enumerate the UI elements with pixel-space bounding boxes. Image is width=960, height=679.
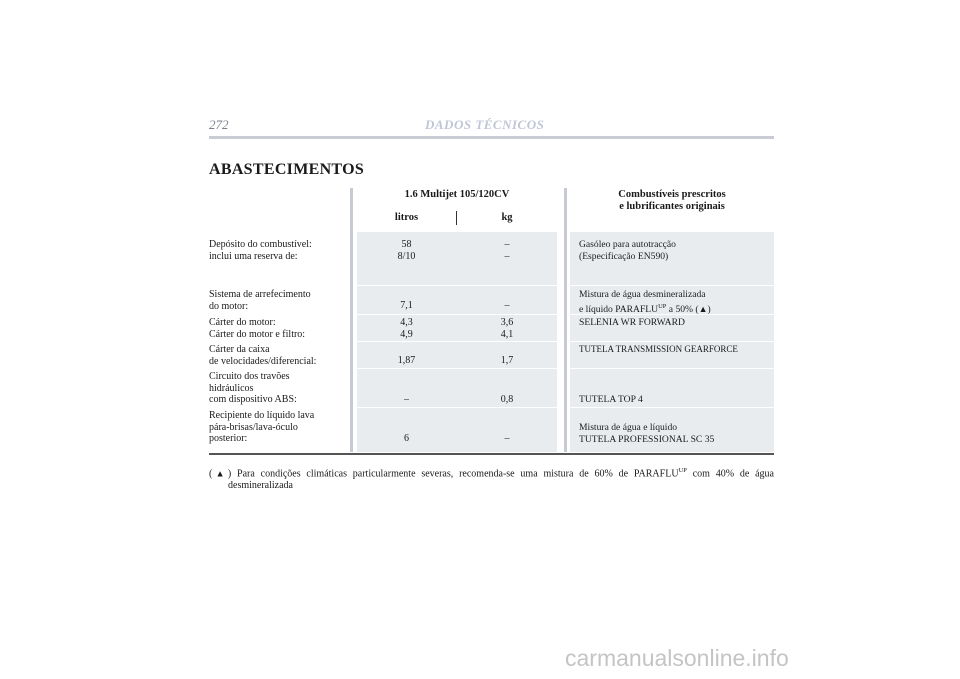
- row-label-line: do motor:: [209, 300, 249, 312]
- footnote-text-part: Para condições climáticas particularmente severas, recomenda-se uma mistura de 60% de PARAFLU: [231, 468, 679, 480]
- fuel-line: Gasóleo para autotracção: [579, 239, 676, 250]
- triangle-icon: ▲: [698, 303, 708, 314]
- superscript: UP: [678, 467, 687, 474]
- value-line: –: [504, 250, 510, 262]
- footnote-paren: ): [227, 468, 232, 480]
- litros-value: 7,1: [400, 300, 413, 311]
- row-separator: [570, 407, 774, 408]
- row-label-line: pára-brisas/lava-óculo: [209, 421, 298, 433]
- watermark: carmanualsonline.info: [565, 645, 789, 671]
- kg-value: –: [504, 433, 510, 444]
- kg-value: 1,7: [500, 355, 514, 366]
- table-row-label: [209, 239, 349, 262]
- row-label-line: Depósito do combustível:: [209, 239, 312, 250]
- fuel-line: TUTELA PROFESSIONAL SC 35: [579, 433, 715, 445]
- unit-litros-header: litros: [394, 212, 419, 223]
- fuel-spec: [579, 289, 774, 315]
- fuel-line: [579, 301, 774, 316]
- section-header: DADOS TÉCNICOS: [425, 117, 545, 132]
- footnote-paren: (: [209, 468, 213, 480]
- row-label-line: hidráulicos: [209, 382, 254, 394]
- fuels-header-line2: e lubrificantes originais: [619, 201, 725, 212]
- kg-value: –: [504, 300, 510, 311]
- fuels-header-line1: Combustíveis prescritos: [618, 189, 726, 200]
- row-separator: [570, 285, 774, 286]
- footnote-text-part: com 40% de água desmineralizada: [228, 468, 774, 492]
- row-separator: [357, 314, 557, 315]
- row-label-line: Cárter do motor:: [209, 317, 276, 328]
- row-label-line: de velocidades/diferencial:: [209, 355, 317, 367]
- table-row-label: [209, 317, 349, 340]
- fuel-spec: TUTELA TOP 4: [579, 394, 643, 405]
- row-label-line: Circuito dos travões: [209, 371, 290, 382]
- fuel-spec: TUTELA TRANSMISSION GEARFORCE: [579, 344, 738, 354]
- litros-value: [357, 239, 456, 262]
- table-row-label: [209, 371, 349, 406]
- value-line: 8/10: [397, 250, 416, 262]
- row-label-line: Recipiente do líquido lava: [209, 410, 315, 421]
- fuel-text: e líquido PARAFLU: [579, 303, 659, 315]
- litros-value: [357, 317, 456, 340]
- row-label-line: posterior:: [209, 433, 248, 444]
- footnote-text: [209, 465, 774, 492]
- value-line: 4,3: [400, 317, 413, 328]
- fuel-line: Mistura de água e líquido: [579, 422, 678, 433]
- row-label-line: com dispositivo ABS:: [209, 394, 297, 405]
- row-separator: [357, 407, 557, 408]
- fuel-text: a 50% (: [666, 303, 699, 315]
- table-bottom-rule: [209, 453, 774, 455]
- table-row-label: [209, 289, 349, 312]
- row-label-line: Cárter da caixa: [209, 344, 270, 355]
- fuels-background: [570, 232, 774, 452]
- litros-value: 6: [404, 433, 409, 444]
- row-label-line: Cárter do motor e filtro:: [209, 328, 306, 340]
- kg-value: 0,8: [500, 394, 514, 405]
- header-rule: [209, 136, 774, 139]
- fuels-header: [570, 189, 774, 213]
- litros-value: –: [404, 394, 409, 405]
- right-column-separator: [564, 188, 567, 452]
- litros-value: 1,87: [397, 355, 416, 366]
- superscript: UP: [658, 302, 667, 310]
- row-separator: [570, 341, 774, 342]
- table-row-label: [209, 344, 349, 367]
- footnote: [209, 465, 774, 492]
- row-label-line: inclui uma reserva de:: [209, 250, 298, 262]
- row-label-line: Sistema de arrefecimento: [209, 289, 311, 300]
- fuel-text: ): [707, 303, 711, 315]
- fuel-spec: [579, 422, 774, 445]
- value-line: –: [504, 239, 510, 250]
- row-separator: [357, 341, 557, 342]
- value-line: 4,9: [400, 328, 413, 340]
- fuel-line: Mistura de água desmineralizada: [579, 289, 706, 300]
- value-line: 58: [401, 239, 412, 250]
- row-separator: [357, 368, 557, 369]
- kg-value: [457, 317, 557, 340]
- row-separator: [570, 368, 774, 369]
- left-column-separator: [350, 188, 353, 452]
- page-number: 272: [209, 117, 229, 132]
- fuel-spec: [579, 239, 774, 262]
- page-title: ABASTECIMENTOS: [209, 161, 365, 178]
- triangle-icon: ▲: [212, 468, 228, 479]
- values-background: [357, 232, 557, 452]
- engine-header: 1.6 Multijet 105/120CV: [404, 189, 510, 200]
- value-line: 3,6: [500, 317, 514, 328]
- fuel-line: (Especificação EN590): [579, 250, 669, 262]
- row-separator: [357, 285, 557, 286]
- table-row-label: [209, 410, 349, 445]
- fuel-spec: SELENIA WR FORWARD: [579, 317, 685, 328]
- value-line: 4,1: [500, 328, 514, 340]
- unit-kg-header: kg: [501, 212, 513, 223]
- kg-value: [457, 239, 557, 262]
